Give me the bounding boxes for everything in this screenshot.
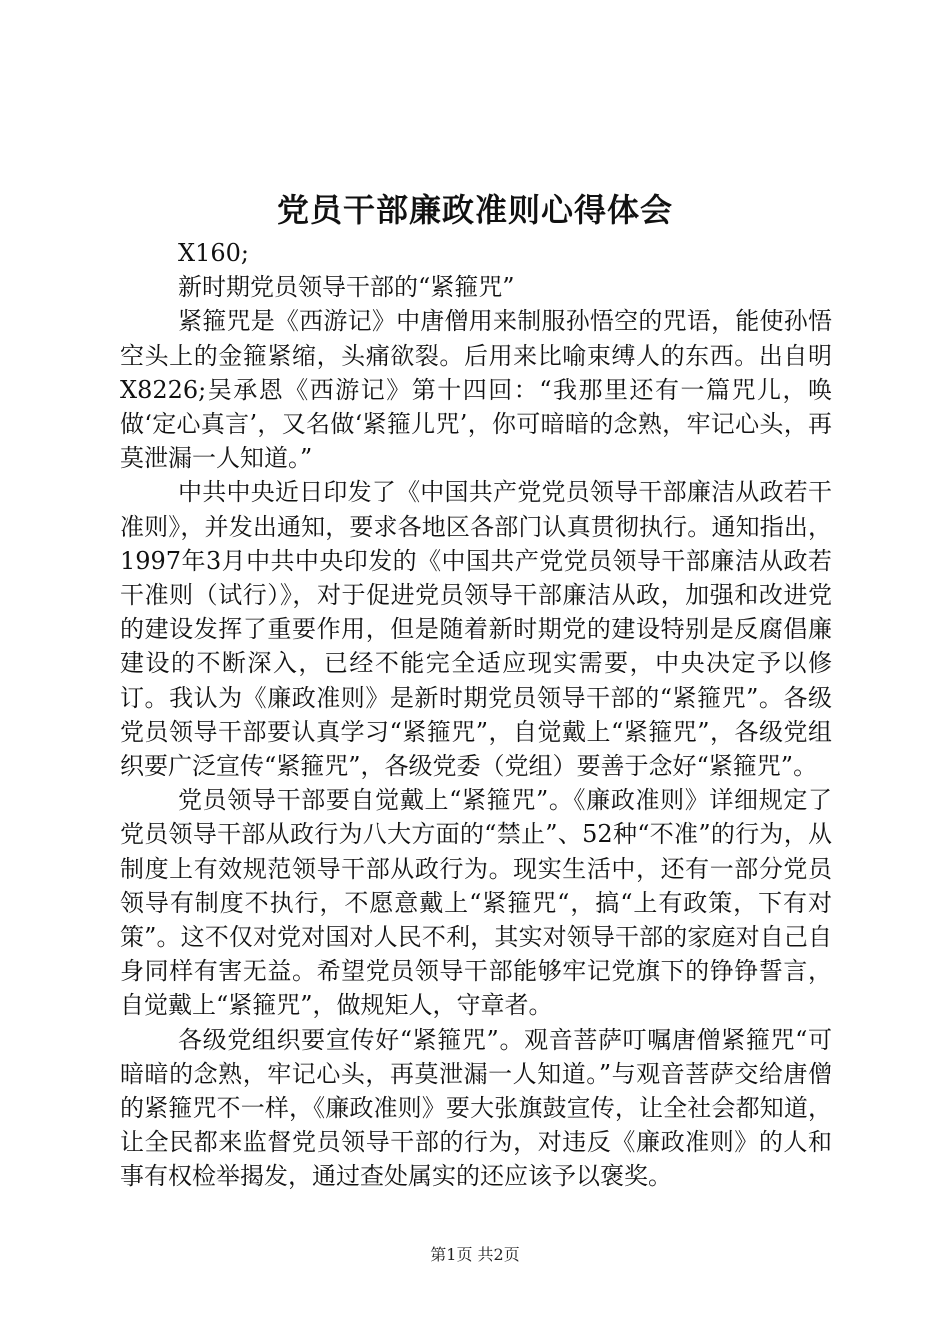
document-title: 党员干部廉政准则心得体会: [276, 191, 673, 229]
document-body: [120, 236, 832, 1194]
paragraph-4: 中共中央近日印发了《中国共产党党员领导干部廉洁从政若干准则》，并发出通知，要求各地区各部门认真贯彻执行。通知指出，1997年3月中共中央印发的《中国共产党党员领导干部廉洁从政若干准则（试行）》，对于促进党员领导干部廉洁从政，加强和改进党的建设发挥了重要作用，但是随着新时期党的建设特别是反腐倡廉建设的不断深入，已经不能完全适应现实需要，中央决定予以修订。我认为《廉政准则》是新时期党员领导干部的“紧箍咒”。各级党员领导干部要认真学习“紧箍咒”，自觉戴上“紧箍咒”，各级党组织要广泛宣传“紧箍咒”，各级党委（党组）要善于念好“紧箍咒”。: [120, 478, 832, 781]
paragraph-2: 新时期党员领导干部的“紧箍咒”: [178, 273, 515, 302]
paragraph-3: 紧箍咒是《西游记》中唐僧用来制服孙悟空的咒语，能使孙悟空头上的金箍紧缩，头痛欲裂。后用来比喻束缚人的东西。出自明X8226;吴承恩《西游记》第十四回：“我那里还有一篇咒儿，唤做‘定心真言’，又名做‘紧箍儿咒’，你可暗暗的念熟，牢记心头，再莫泄漏一人知道。”: [120, 307, 832, 473]
paragraph-1: X160;: [178, 239, 249, 267]
page-number-footer: 第1页 共2页: [430, 1245, 520, 1264]
paragraph-6: 各级党组织要宣传好“紧箍咒”。观音菩萨叮嘱唐僧紧箍咒“可暗暗的念熟，牢记心头，再莫泄漏一人知道。”与观音菩萨交给唐僧的紧箍咒不一样，《廉政准则》要大张旗鼓宣传，让全社会都知道，让全民都来监督党员领导干部的行为，对违反《廉政准则》的人和事有权检举揭发，通过查处属实的还应该予以褒奖。: [120, 1025, 832, 1191]
paragraph-5: 党员领导干部要自觉戴上“紧箍咒”。《廉政准则》详细规定了党员领导干部从政行为八大方面的“禁止”、52种“不准”的行为，从制度上有效规范领导干部从政行为。现实生活中，还有一部分党员领导有制度不执行，不愿意戴上“紧箍咒“，搞“上有政策，下有对策”。这不仅对党对国对人民不利，其实对领导干部的家庭对自己自身同样有害无益。希望党员领导干部能够牢记党旗下的铮铮誓言，自觉戴上“紧箍咒”，做规矩人，守章者。: [120, 786, 832, 1020]
